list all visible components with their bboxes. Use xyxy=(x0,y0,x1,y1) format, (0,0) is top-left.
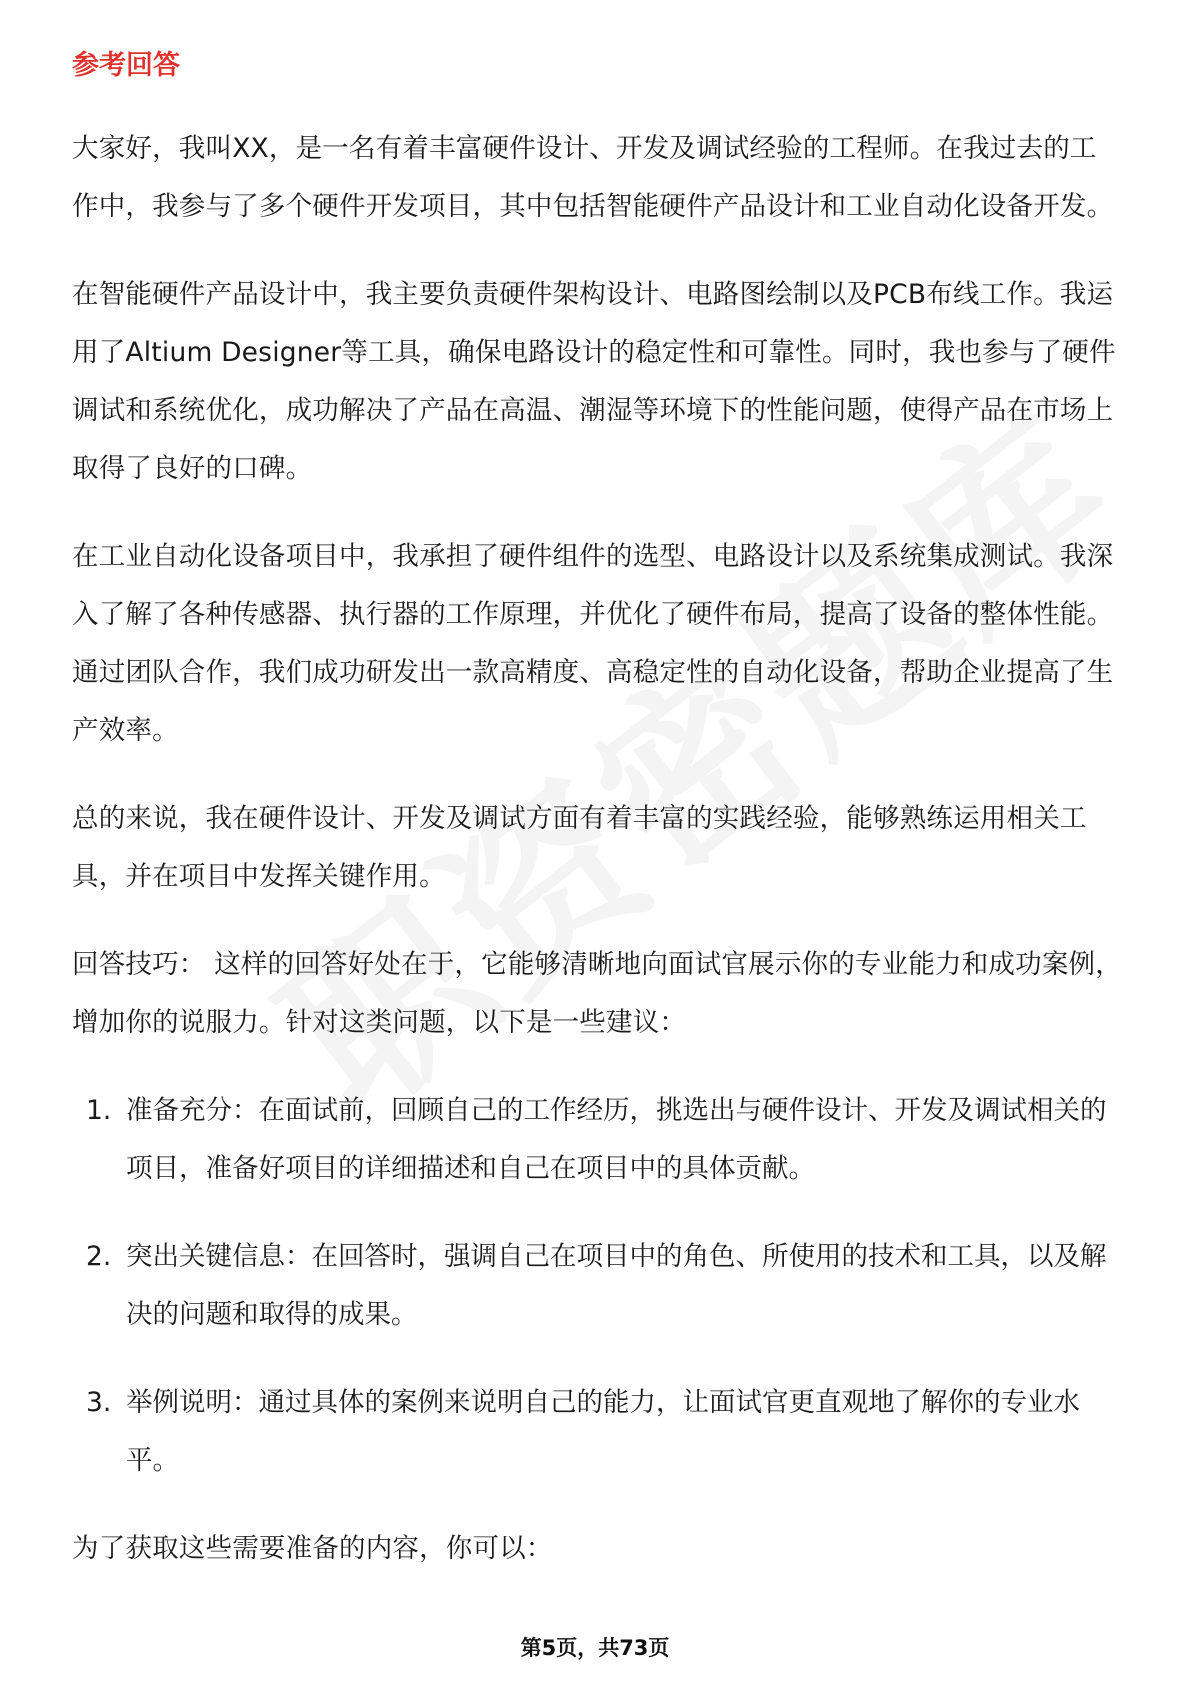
list-number: 2. xyxy=(86,1241,112,1272)
list-item xyxy=(72,1228,1122,1344)
tips-list xyxy=(72,1082,1122,1490)
section-heading: 参考回答 xyxy=(72,50,180,81)
paragraph-summary: 总的来说，我在硬件设计、开发及调试方面有着丰富的实践经验，能够熟练运用相关工具，并在项目中发挥关键作用。 xyxy=(72,803,1087,892)
list-item xyxy=(72,1082,1122,1198)
list-number: 3. xyxy=(86,1387,112,1418)
paragraph-intro: 大家好，我叫XX，是一名有着丰富硬件设计、开发及调试经验的工程师。在我过去的工作中，我参与了多个硬件开发项目，其中包括智能硬件产品设计和工业自动化设备开发。 xyxy=(72,133,1114,222)
list-item-text: 举例说明：通过具体的案例来说明自己的能力，让面试官更直观地了解你的专业水平。 xyxy=(126,1387,1080,1476)
list-item xyxy=(72,1374,1122,1490)
paragraph-closing: 为了获取这些需要准备的内容，你可以： xyxy=(72,1533,553,1564)
paragraph-industrial-automation: 在工业自动化设备项目中，我承担了硬件组件的选型、电路设计以及系统集成测试。我深入了解了各种传感器、执行器的工作原理，并优化了硬件布局，提高了设备的整体性能。通过团队合作，我们成功研发出一款高精度、高稳定性的自动化设备，帮助企业提高了生产效率。 xyxy=(72,541,1114,746)
list-item-text: 突出关键信息：在回答时，强调自己在项目中的角色、所使用的技术和工具，以及解决的问题和取得的成果。 xyxy=(126,1241,1107,1330)
paragraph-smart-hardware: 在智能硬件产品设计中，我主要负责硬件架构设计、电路图绘制以及PCB布线工作。我运用了Altium Designer等工具，确保电路设计的稳定性和可靠性。同时，我也参与了硬件调试和系统优化，成功解决了产品在高温、潮湿等环境下的性能问题，使得产品在市场上取得了良好的口碑。 xyxy=(72,279,1116,484)
page-footer: 第5页，共73页 xyxy=(520,1636,670,1660)
paragraph-tips: 回答技巧： 这样的回答好处在于，它能够清晰地向面试官展示你的专业能力和成功案例，增加你的说服力。针对这类问题，以下是一些建议： xyxy=(72,949,1122,1038)
list-item-text: 准备充分：在面试前，回顾自己的工作经历，挑选出与硬件设计、开发及调试相关的项目，准备好项目的详细描述和自己在项目中的具体贡献。 xyxy=(126,1095,1107,1184)
list-number: 1. xyxy=(86,1095,112,1126)
content-area xyxy=(72,46,1122,1608)
